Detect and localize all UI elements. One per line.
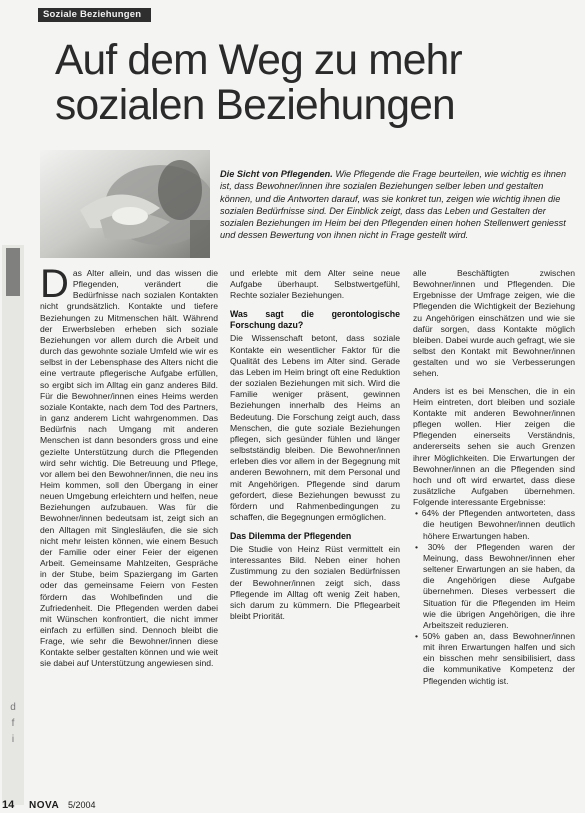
paragraph-text: as Alter allein, und das wissen die Pflegenden, verändert die Bedürfnisse nach sozialen Kontakten nicht grundsätzlich. Kontakte und tiefere Beziehungen zu Mitmenschen hält. Während der Erwerbsleben erheben sich soziale Beziehungen vor allem durch die Arbeit und durch das gewohnte soziale Umfeld wie wir es selbst in der Lebensphase des Alters nicht die eine vertraute pflegerische Aufgabe erfüllen, so ergibt sich im Alltag ein ganz anderes Bild. Für die Bewohner/innen eines Heims werden soziale Kontakte, nach dem Tod des Partners, in ganz anderem Licht wahrgenommen. Das Bedürfnis nach Umgang mit anderen Menschen ist dann besonders gross und eine gezielte Unterstützung durch die Pflegenden wird sehr wichtig. Die Betreuung und Pflege, vor allem bei den Bewohner/innen, die neu ins Heim kommen, soll den Übergang in einer neuen Umgebung erleichtern und helfen, neue Beziehungen aufzubauen. Was für die Bewohner/innen bedeutsam ist, zeigt sich an den Alltagen mit Singlesläufen, die sie sich nicht mehr leisten können, wie einem Besuch der Familie oder einer Feier der eigenen Arbeit. Gemeinsame Mahlzeiten, Gespräche in der Stube, beim Spaziergang im Garten oder das gemeinsame Feiern von Festen fördern das Wohlbefinden und die Zufriedenheit. Die Pflegenden werden dabei mit Wünschen konfrontiert, die nicht immer einfach zu erfüllen sind. Dennoch bleibt die Frage, wie sehr die Bewohner/innen diese Kontakte selber gestalten können und wie weit sie dabei auf Unterstützung angewiesen sind. <box>40 268 218 669</box>
title-line-2: sozialen Beziehungen <box>55 82 455 129</box>
subheading: Das Dilemma der Pflegenden <box>230 531 352 542</box>
paragraph: alle Beschäftigten zwischen Bewohner/innen und Pflegenden. Die Ergebnisse der Umfrage zeigen, wie die Pflegenden die Wichtigkeit der Beziehung zu Angehörigen einschätzen und wie sie dafür sorgen, dass Kontakte möglich bleiben. Dabei wurde auch gefragt, wie sie selbst den Kontakt mit Bewohner/innen gestalten und wo sie Verbesserungen sehen. <box>413 268 575 379</box>
drop-cap: D <box>40 262 69 306</box>
section-tag: Soziale Beziehungen <box>38 8 151 22</box>
language-marker: d <box>10 702 16 713</box>
intro-text <box>220 168 575 242</box>
language-markers <box>6 700 20 748</box>
bullet-item: • 50% gaben an, dass Bewohner/innen mit ihren Erwartungen halfen und sich ein bisschen mehr sensibilisiert, dass die kommunikative Kompetenz der Pflegenden wichtig ist. <box>415 631 575 686</box>
paragraph: Die Studie von Heinz Rüst vermittelt ein interessantes Bild. Neben einer hohen Zustimmung zu den sozialen Bedürfnissen der Bewohner/innen zeigt sich, dass Pflegende im Alltag oft wenig Zeit haben, sich darum zu kümmern. Die Pflegearbeit bleibt Priorität. <box>230 544 400 622</box>
header-photo <box>40 150 210 258</box>
intro-lead: Die Sicht von Pflegenden. <box>220 169 333 179</box>
language-marker: i <box>11 734 15 745</box>
photo-image <box>40 150 210 258</box>
bullet-text: 50% gaben an, dass Bewohner/innen mit ihren Erwartungen halfen und sich ein bisschen mehr sensibilisiert, dass die kommunikative Kompetenz der Pflegenden wichtig ist. <box>422 631 575 686</box>
bullet-text: 30% der Pflegenden waren der Meinung, dass Bewohner/innen eher seltener Erwartungen an sie haben, da die Angehörigen diese Aufgabe übernehmen. Dieses verbessert die Situation für die Pflegenden im Heim wie die übrigen Angehörigen, die ihre Arbeitszeit reduzieren. <box>423 541 575 630</box>
article-title <box>55 38 575 128</box>
bullet-item: • 30% der Pflegenden waren der Meinung, dass Bewohner/innen eher seltener Erwartungen an sie haben, da die Angehörigen diese Aufgabe übernehmen. Dieses verbessert die Situation für die Pflegenden im Heim wie die übrigen Angehörigen, die ihre Arbeitszeit reduzieren. <box>415 541 575 630</box>
issue-number: 5/2004 <box>67 800 96 810</box>
paragraph: Die Wissenschaft betont, dass soziale Kontakte ein wesentlicher Faktor für die Qualität des Lebens im Alter sind. Gerade das Leben im Heim bringt oft eine Reduktion der sozialen Beziehungen mit sich. Wird die Familie weniger präsent, gewinnen Beziehungen innerhalb des Heims an Bedeutung. Die Forschung zeigt auch, dass Menschen, die gute soziale Beziehungen pflegen, sich gesünder fühlen und länger selbstständig bleiben. Die Bewohner/innen erleben dies vor allem in der Begegnung mit anderen Bewohnern, mit dem Personal und mit Angehörigen. Pflegende sind darum gefordert, diese Beziehungen bewusst zu fördern und Rahmenbedingungen zu schaffen, die Begegnungen ermöglichen. <box>230 333 400 522</box>
intro-body: Wie Pflegende die Frage beurteilen, wie wichtig es ihnen ist, dass Bewohner/innen ihre sozialen Beziehungen selber leben und gestalten können, und die Antworten darauf, was sie konkret tun, zeigen wie wichtig ihnen die sozialen Bedürfnisse sind. Der Einblick zeigt, dass das Leben und Gestalten der sozialen Beziehungen im Heim bei den Pflegenden einen hohen Stellenwert geniesst und dessen Bewertung von ihnen nicht in Frage gestellt wird. <box>220 169 567 241</box>
subheading: Was sagt die gerontologische Forschung dazu? <box>230 309 400 331</box>
side-band <box>6 248 20 296</box>
page-number: 14 <box>2 799 15 811</box>
magazine-name: NOVA <box>29 800 60 811</box>
paragraph <box>40 262 218 670</box>
bullet-item: • 64% der Pflegenden antworteten, dass die heutigen Bewohner/innen deutlich höhere Erwartungen haben. <box>415 508 575 541</box>
bullet-text: 64% der Pflegenden antworteten, dass die heutigen Bewohner/innen deutlich höhere Erwartungen haben. <box>421 508 575 541</box>
title-line-1: Auf dem Weg zu mehr <box>55 37 462 84</box>
language-marker: f <box>11 718 15 729</box>
paragraph: und erlebte mit dem Alter seine neue Aufgabe überhaupt. Selbstwertgefühl, Rechte sozialer Beziehungen. <box>230 268 400 301</box>
text-column-2 <box>230 268 400 622</box>
text-column-3 <box>413 268 575 687</box>
text-column-1 <box>40 262 218 670</box>
paragraph: Anders ist es bei Menschen, die in ein Heim eintreten, dort bleiben und soziale Kontakte mit anderen Bewohner/innen pflegen wollen. Hier zeigen die Pflegenden einerseits Verständnis, andererseits sehen sie auch Grenzen ihrer Möglichkeiten. Die Erwartungen der Bewohner/innen an die Pflegenden sind hoch und oft wird erwartet, dass diese zusätzliche Aufgaben übernehmen. Folgende interessante Ergebnisse: <box>413 385 575 508</box>
page-footer <box>2 798 96 812</box>
